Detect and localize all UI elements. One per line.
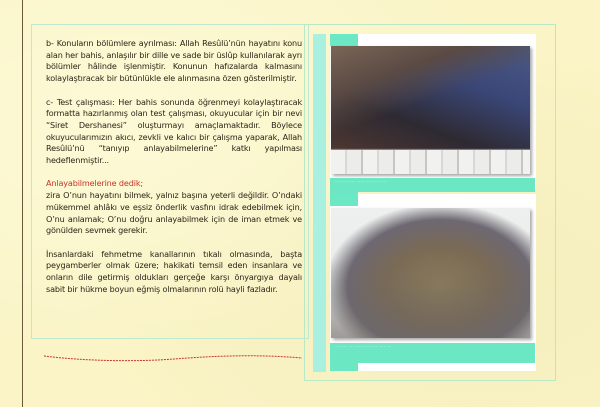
photo-caption-2: ·· ··· ···· ··· ·· ···· ·· ··· ···· ·· ··· ·· ··· xyxy=(330,343,535,363)
photo-mountain-valley xyxy=(331,46,530,174)
margin-rule xyxy=(22,0,23,407)
teal-tab-1 xyxy=(330,34,358,46)
final-paragraph: İnsanlardaki fehmetme kanallarının tıkalı olmasında, başta peygamberler olmak üzere; hakikati temsil eden insanlara ve onların dile getirmiş oldukları gerçeğe karşı önyargıya dayalı sabit bir hükme boyun eğmiş olmalarının rolü hayli fazladır. xyxy=(46,248,302,294)
paragraph-b: b- Konuların bölümlere ayrılması: Allah Resûlü’nün hayatını konu alan her bahis, anlaşılır bir dille ve sade bir üslûp kullanılarak ayrı bölümler hâlinde işlenmiştir. Konunun hafızalarda kalmasını kolaylaştıracak bir bütünlükle ele alınmasına özen gösterilmiştir. xyxy=(46,38,302,84)
text-column xyxy=(46,38,302,307)
teal-tab-2 xyxy=(330,194,358,206)
photo-caption-1: ·· ·· ··· ··· ···· ··· ··· ·· ···· ··· ·· ··· xyxy=(330,178,535,192)
photo-rocky-cliff xyxy=(331,208,530,338)
section xyxy=(46,178,302,237)
paragraph-c: c- Test çalışması: Her bahis sonunda öğrenmeyi kolaylaştıracak formatta hazırlanmış olan test çalışması, okuyucular için bir nevi “Siret Dershanesi” oluşturmayı amaçlamaktadır. Böylece okuyucularımızın akıcı, zevkli ve kalıcı bir çalışma yaparak, Allah Resûlü’nü “tanıyıp anlayabilmelerine” katkı yapılması hedeflenmiştir... xyxy=(46,96,302,166)
teal-side-strip xyxy=(313,34,326,372)
photo-buildings xyxy=(331,150,530,174)
section-heading: Anlayabilmelerine dedik; xyxy=(46,178,143,189)
section-body: zira O’nun hayatını bilmek, yalnız başına yeterli değildir. O’ndaki mükemmel ahlâkı ve eşsiz önderlik vasfını idrak edebilmek için, O’nu anlamak; O’nu doğru anlayabilmek için de iman etmek ve gönülden sevmek gerekir. xyxy=(46,190,302,236)
decorative-squiggle-divider xyxy=(44,352,304,366)
